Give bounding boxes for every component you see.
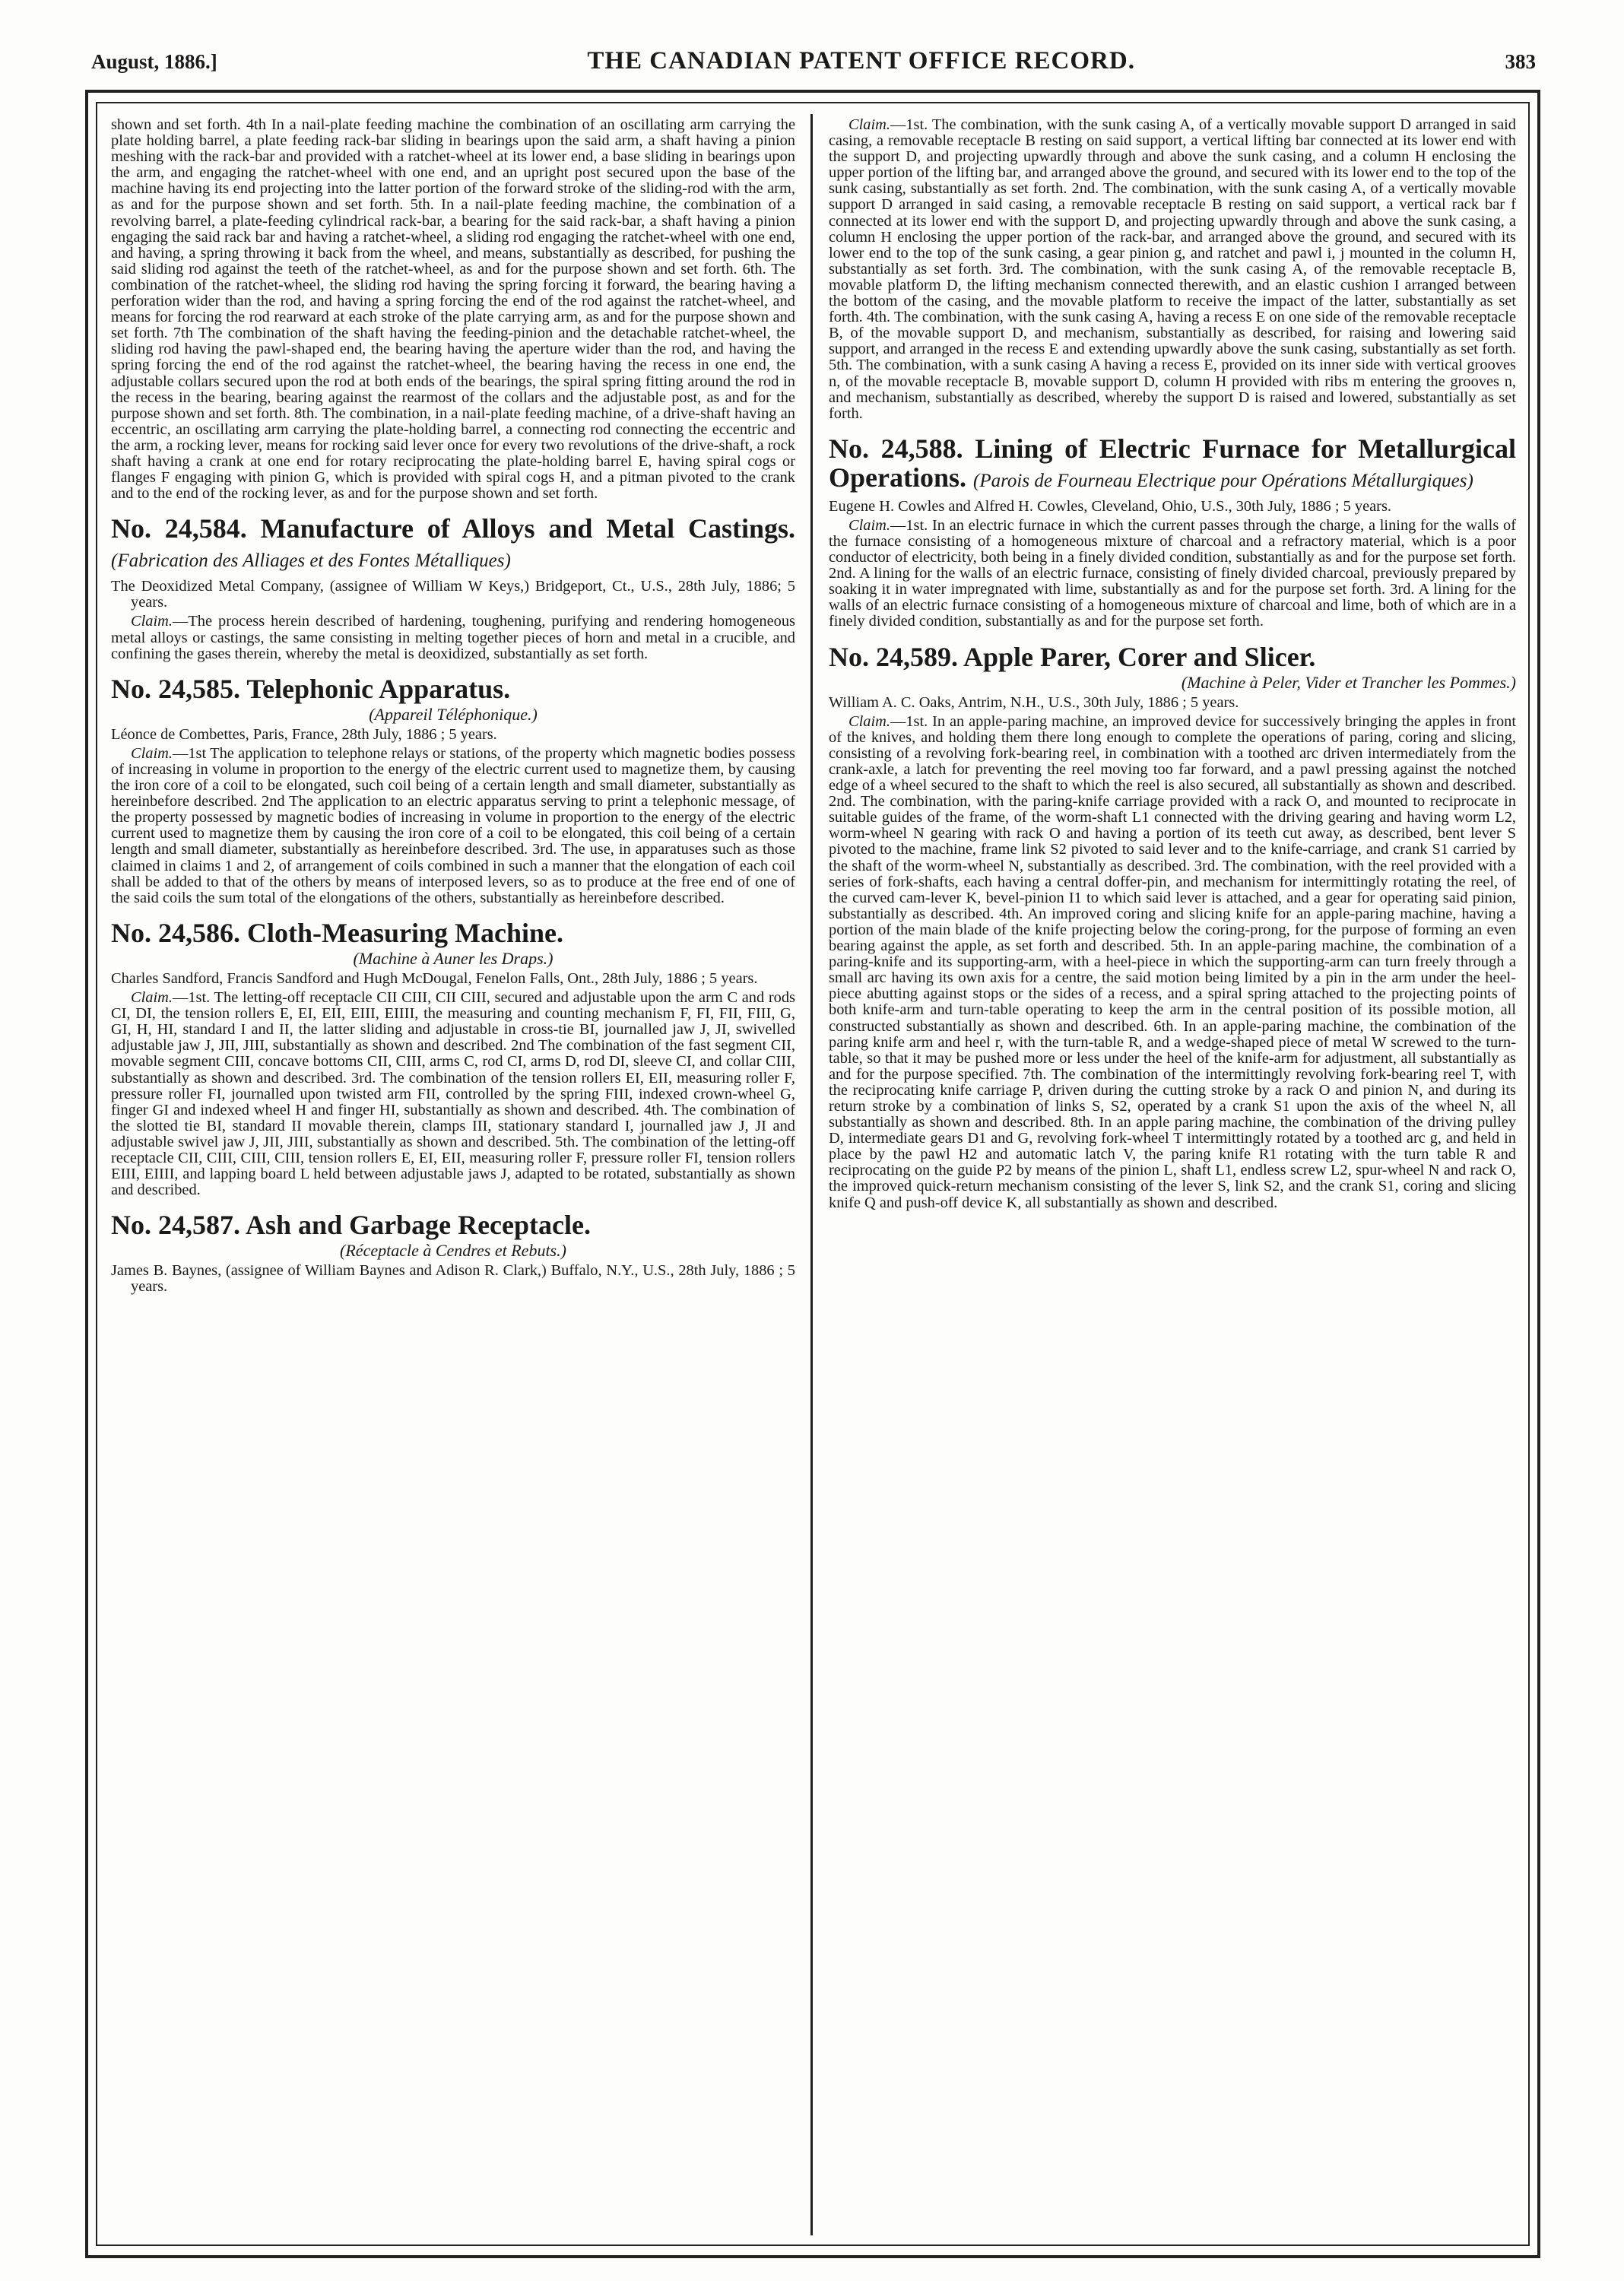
left-column [111, 117, 795, 2223]
patent-entry [111, 1210, 795, 1295]
patent-heading [111, 514, 795, 576]
patent-number: No. 24,585. [111, 673, 240, 704]
patent-french-title: (Réceptacle à Cendres et Rebuts.) [340, 1241, 566, 1261]
patent-french-title: (Fabrication des Alliages et des Fontes Métalliques) [111, 550, 511, 572]
patent-title: Apple Parer, Corer and Slicer. [963, 641, 1316, 672]
patent-claim [111, 990, 795, 1198]
claim-text: —1st. In an apple-paring machine, an improved device for successively bringing the apples in front of the knives, and holding them there long enough to complete the operations of paring, coring and slicing, consisting of a revolving fork-bearing reel, in combination with a toothed arc driven intermediately from the crank-axle, a latch for preventing the reel moving too far forward, and a pawl pressing against the notched edge of a wheel secured to the shaft to which the reel is also secured, all substantially as shown and described. 2nd. The combination, with the paring-knife carriage provided with a rack O, and mounted to reciprocate in suitable guides of the frame, of the worm-shaft L1 connected with the driving gearing and having worm L2, worm-wheel N gearing with rack O and having a portion of its teeth cut away, as described, bent lever S pivoted to the machine, frame link S2 pivoted to said lever and to the knife-carriage, and crank S1 carried by the shaft of the worm-wheel N, substantially as described. 3rd. The combination, with the reel provided with a series of fork-shafts, each having a central doffer-pin, and mechanism for intermittingly rotating the reel, of the curved cam-lever K, bevel-pinion I1 to which said lever is attached, and a gear for operating said pinion, substantially as described. 4th. An improved coring and slicing knife for an apple-paring machine, having a portion of the main blade of the knife projecting below the coring-prong, for the purpose of forming an even bearing against the apple, as set forth and described. 5th. In an apple-paring machine, the combination of a paring-knife and its supporting-arm, with a heel-piece in which the supporting-arm can turn freely through a small arc having its own axis for a centre, the said motion being limited by a pin in the arm under the heel-piece abutting against stops or the sides of a recess, and a spiral spring attached to the projecting points of both knife-arm and turn-table operating to keep the arm in the central position of its possible motion, all constructed substantially as shown and described. 6th. In an apple-paring machine, the combination of the paring knife arm and heel r, with the turn-table R, and a wedge-shaped piece of metal W screwed to the turn-table, so that it may be pushed more or less under the heel of the knife-arm for adjustment, all substantially as and for the purpose specified. 7th. The combination of the intermittingly revolving fork-bearing reel T, with the reciprocating knife carriage P, driven during the cutting stroke by a rack O and pinion N, and during its return stroke by a combination of links S, S2, operated by a crank S1 upon the axis of the wheel N, all substantially as shown and described. 8th. In an apple paring machine, the combination of the driving pulley D, intermediate gears D1 and G, revolving fork-wheel T intermittingly rotated by a toothed arc g, and held in place by the pawl H2 and automatic latch V, the paring knife R1 rotating with the turn table R and reciprocating on the guide P2 by means of the pinion L, shaft L1, endless screw L2, spur-wheel N and rack O, the improved quick-return mechanism consisting of the lever S, link S2, and the crank S1, coring and slicing knife Q and push-off device K, all substantially as shown and described. [829, 712, 1516, 1211]
claim-text: —1st. The letting-off receptacle CII CIII, CII CIII, secured and adjustable upon the arm C and rods CI, DI, the tension rollers E, EI, EII, EIII, EIIII, the measuring and counting mechanism F, FI, FII, FIII, G, GI, H, HI, standard I and II, the latter sliding and adjustable in cross-tie BI, journalled jaw J, JI, swivelled adjustable jaw J, JII, JIII, substantially as shown and described. 2nd The combination of the fast segment CII, movable segment CIII, concave bottoms CII, CIII, arms C, rod CI, arms D, rod DI, sleeve CI, and collar CIII, substantially as shown and described. 3rd. The combination of the tension rollers EI, EII, measuring roller F, pressure roller FI, journalled upon twisted arm FII, controlled by the spring FIII, indexed crown-wheel G, finger GI and indexed wheel H and finger HI, substantially as shown and described. 4th. The combination of the slotted tie BI, standard II movable therein, clamps III, stationary standard I, journalled jaw J, JI and adjustable swivel jaw J, JII, JIII, substantially as shown and described. 5th. The combination of the letting-off receptacle CII, CIII, CIII, CIII, tension rollers E, EI, EII, measuring roller F, pressure roller FI, tension rollers EIII, EIIII, and lapping board L held between adjustable jaws J, adapted to be rotated, substantially as shown and described. [111, 989, 795, 1199]
patent-title: Telephonic Apparatus. [246, 673, 511, 704]
patent-french-title: (Machine à Peler, Vider et Trancher les Pommes.) [1181, 672, 1516, 692]
patent-french-title: (Machine à Auner les Draps.) [353, 948, 553, 968]
patent-inventor: William A. C. Oaks, Antrim, N.H., U.S., 30th July, 1886 ; 5 years. [829, 693, 1239, 711]
claim-label: Claim. [848, 516, 890, 534]
patent-inventor: The Deoxidized Metal Company, (assignee of William W Keys,) Bridgeport, Ct., U.S., 28th July, 1886; 5 years. [111, 578, 795, 611]
patent-title: Cloth-Measuring Machine. [247, 917, 563, 948]
claim-label: Claim. [848, 712, 890, 730]
claim-text: —1st. In an electric furnace in which the current passes through the charge, a lining for the walls of the furnace consisting of a homogeneous mixture of charcoal and a refractory material, which is a poor conductor of electricity, both being in a finely divided condition, substantially as and for the purpose set forth. 2nd. A lining for the walls of an electric furnace, consisting of finely divided charcoal, previously prepared by soaking it in water impregnated with lime, substantially as and for the purpose set forth. 3rd. A lining for the walls of an electric furnace consisting of a homogeneous mixture of charcoal and lime, both of which are in a finely divided condition, substantially as and for the purpose set forth. [829, 516, 1516, 630]
continued-claim-text [829, 117, 1516, 422]
patent-number: No. 24,586. [111, 917, 240, 948]
claim-text: —1st. The combination, with the sunk casing A, of a vertically movable support D arranged in said casing, a removable receptacle B resting on said support, a vertical lifting bar connected at its lower end with the support D, and projecting upwardly through and above the sunk casing, and a column H enclosing the upper portion of the lifting bar, and arranged above the ground, and secured with its lower end to the top of the sunk casing, substantially as set forth. 2nd. The combination, with the sunk casing A, of a vertically movable support D arranged in said casing, a removable receptacle B resting on said support, a vertical rack bar f connected at its lower end with the support D, and projecting upwardly through and above the sunk casing, a column H enclosing the upper portion of the rack-bar, and arranged above the ground, and secured with its lower end to the top of the sunk casing, a gear pinion g, and ratchet and pawl i, j mounted in the column H, substantially as set forth. 3rd. The combination, with the sunk casing A, of the removable receptacle B, movable platform D, the lifting mechanism connected therewith, and an elastic cushion I arranged between the bottom of the casing, and the movable platform to receive the impact of the latter, substantially as set forth. 4th. The combination, with the sunk casing A, having a recess E on one side of the removable receptacle B, of the movable support D, and mechanism, substantially as described, for raising and lowering said support, and arranged in the recess E and extending upwardly above the sunk casing, substantially as set forth. 5th. The combination, with a sunk casing A having a recess E, provided on its inner side with vertical grooves n, of the movable receptacle B, movable support D, column H provided with ribs m entering the grooves n, and mechanism, substantially as described, whereby the support D is raised and lowered, substantially as set forth. [829, 117, 1516, 422]
issue-date: August, 1886.] [91, 50, 217, 73]
claim-label: Claim. [131, 613, 173, 630]
page-number: 383 [1505, 50, 1536, 73]
patent-inventor: Charles Sandford, Francis Sandford and Hugh McDougal, Fenelon Falls, Ont., 28th July, 1886 ; 5 years. [111, 969, 758, 987]
patent-title: Lining of Electric Furnace for Metallurgical Operations. [829, 433, 1516, 493]
claim-label: Claim. [848, 117, 890, 133]
patent-heading [111, 1210, 795, 1239]
patent-entry [829, 642, 1516, 1211]
claim-label: Claim. [131, 989, 173, 1007]
patent-french-title: (Appareil Téléphonique.) [369, 704, 538, 724]
patent-inventor: Léonce de Combettes, Paris, France, 28th July, 1886 ; 5 years. [111, 725, 497, 743]
patent-title: Manufacture of Alloys and Metal Castings. [260, 513, 795, 544]
right-column [829, 117, 1516, 2223]
patent-number: No. 24,589. [829, 641, 958, 672]
patent-inventor: James B. Baynes, (assignee of William Baynes and Adison R. Clark,) Buffalo, N.Y., U.S., 28th July, 1886 ; 5 years. [111, 1262, 795, 1296]
patent-entry [111, 918, 795, 1198]
patent-number: No. 24,587. [111, 1210, 240, 1241]
patent-heading [829, 434, 1516, 496]
patent-entry [111, 674, 795, 906]
patent-entry [111, 514, 795, 661]
patent-claim [111, 614, 795, 661]
patent-inventor: Eugene H. Cowles and Alfred H. Cowles, Cleveland, Ohio, U.S., 30th July, 1886 ; 5 years. [829, 497, 1392, 515]
patent-claim [829, 518, 1516, 630]
patent-heading [111, 674, 795, 703]
patent-number: No. 24,584. [111, 513, 247, 544]
patent-heading [111, 918, 795, 947]
journal-title: THE CANADIAN PATENT OFFICE RECORD. [587, 47, 1135, 75]
page-header [91, 47, 1536, 78]
patent-number: No. 24,588. [829, 433, 963, 464]
patent-french-title: (Parois de Fourneau Electrique pour Opérations Métallurgiques) [973, 470, 1473, 491]
patent-title: Ash and Garbage Receptacle. [246, 1210, 591, 1241]
claim-label: Claim. [131, 744, 173, 762]
continued-claim-text: shown and set forth. 4th In a nail-plate feeding machine the combination of an oscillating arm carrying the plate holding barrel, a plate feeding rack-bar sliding in bearings upon the said arm, a shaft having a pinion meshing with the rack-bar and provided with a ratchet-wheel at its lower end, a base sliding in bearings upon the arm, and engaging the ratchet-wheel with one end, and an upright post secured upon the base of the machine having its end projecting into the latter portion of the forward stroke of the sliding-rod with the arm, as and for the purpose shown and set forth. 5th. In a nail-plate feeding machine, the combination of a revolving barrel, a plate-feeding cylindrical rack-bar, a bearing for the said rack-bar, a shaft having a pinion engaging the said rack bar and having a ratchet-wheel, a sliding rod engaging the ratchet-wheel with one end, and having, a spring throwing it back from the wheel, and means, substantially as described, for pushing the said sliding rod against the teeth of the ratchet-wheel, as and for the purpose shown and set forth. 6th. The combination of the ratchet-wheel, the sliding rod having the spring forcing it forward, the bearing having a perforation wider than the rod, and having a spring forcing the end of the rod against the ratchet-wheel, and means for forcing the rod rearward at each stroke of the plate carrying arm, as and for the purpose shown and set forth. 7th The combination of the shaft having the feeding-pinion and the detachable ratchet-wheel, the sliding rod having the pawl-shaped end, the bearing having the aperture wider than the rod, and having the spring forcing the end of the rod against the ratchet-wheel, the bearing having the recess in one end, the adjustable collars secured upon the rod at both ends of the bearings, the spiral spring fitting around the rod in the recess in the bearing, bearing against the rearmost of the collars and the adjustable post, as and for the purpose shown and set forth. 8th. The combination, in a nail-plate feeding machine, of a drive-shaft having an eccentric, an oscillating arm carrying the plate-holding barrel, a connecting rod connecting the eccentric and the arm, a rocking lever, means for rocking said lever once for every two revolutions of the drive-shaft, a rock shaft having a crank at one end for rotary reciprocating the plate-holding barrel E, having spiral cogs or flanges F engaging with pinion G, which is provided with spiral cogs H, and a pitman pivoted to the crank and to the end of the rocking lever, as and for the purpose shown and set forth. [111, 117, 795, 503]
patent-claim [111, 746, 795, 906]
claim-text: —The process herein described of hardening, toughening, purifying and rendering homogeneous metal alloys or castings, the same consisting in melting together pieces of horn and metal in a crucible, and confining the gases therein, whereby the metal is deoxidized, substantially as set forth. [111, 613, 795, 662]
patent-entry [829, 434, 1516, 630]
claim-text: —1st The application to telephone relays or stations, of the property which magnetic bodies possess of increasing in volume in proportion to the energy of the electric current used to magnetize them, by causing the iron core of a coil to be elongated, such coil being of a certain length and small diameter, substantially as hereinbefore described. 2nd The application to an electric apparatus serving to print a telephonic message, of the property possessed by magnetic bodies of increasing in volume in proportion to the energy of the electric current used to magnetize them by causing the iron core of a coil to be elongated, this coil being of a certain length and small diameter, substantially as hereinbefore described. 3rd. The use, in apparatuses such as those claimed in claims 1 and 2, of arrangement of coils combined in such a manner that the elongation of each coil shall be added to that of the others by means of interposed levers, so as to produce at the free end of one of the said coils the sum total of the elongations of the others, substantially as hereinbefore described. [111, 744, 795, 906]
column-divider [810, 114, 813, 2235]
patent-claim [829, 714, 1516, 1211]
patent-heading [829, 642, 1516, 671]
